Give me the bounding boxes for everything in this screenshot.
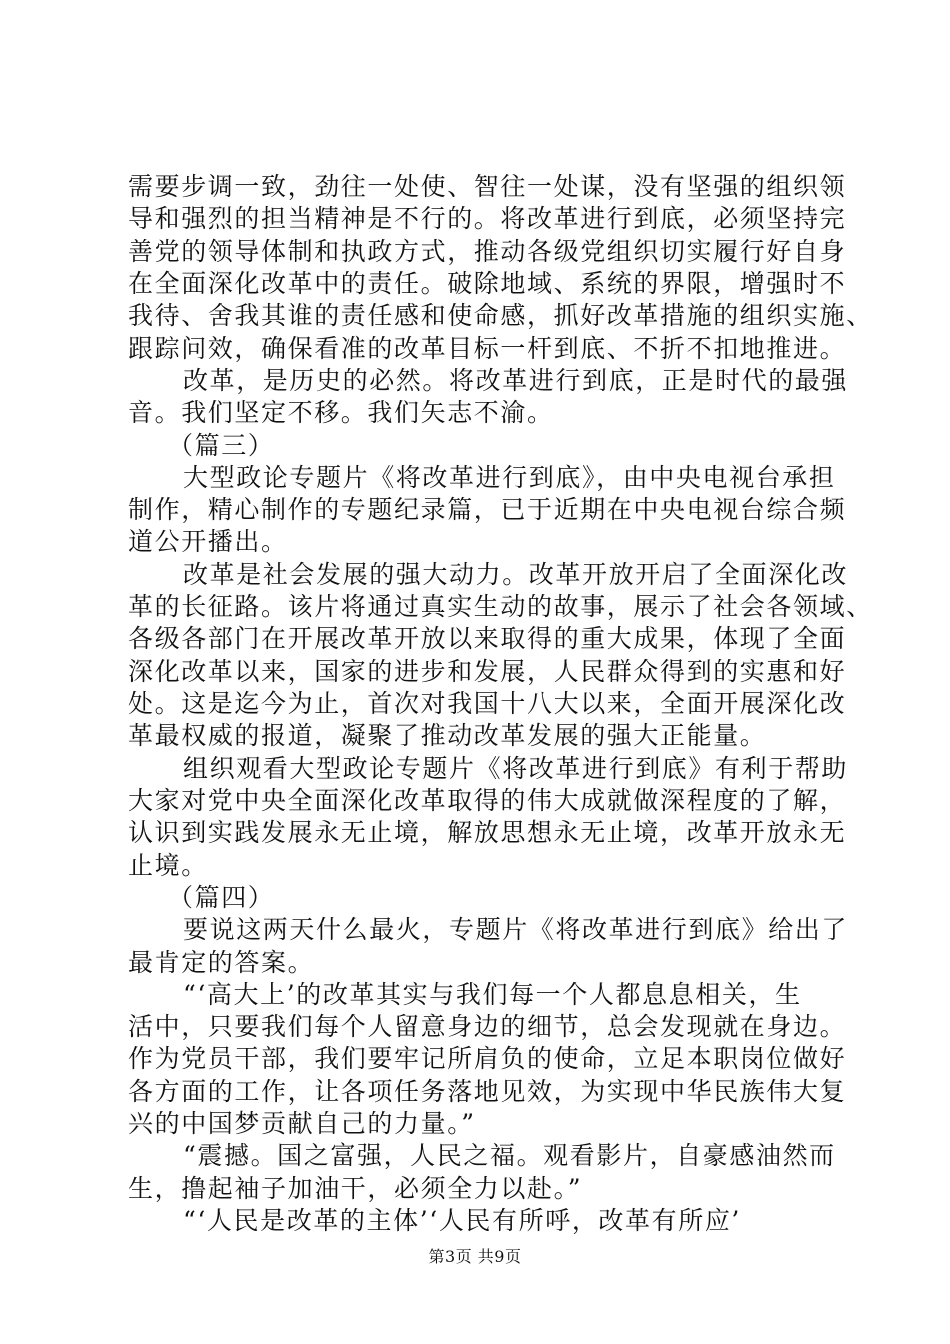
text-line: 各级各部门在开展改革开放以来取得的重大成果，体现了全面	[128, 624, 847, 654]
text-line: 止境。	[128, 850, 208, 880]
text-line: 活中，只要我们每个人留意身边的细节，总会发现就在身边。	[128, 1012, 847, 1042]
text-line: 革的长征路。该片将通过真实生动的故事，展示了社会各领域、	[128, 592, 873, 622]
text-line: 善党的领导体制和执政方式，推动各级党组织切实履行好自身	[128, 236, 847, 266]
text-line: 音。我们坚定不移。我们矢志不渝。	[128, 398, 554, 428]
text-line: 在全面深化改革中的责任。破除地域、系统的界限，增强时不	[128, 268, 847, 298]
section-heading: （篇三）	[168, 430, 275, 460]
text-line: 我待、舍我其谁的责任感和使命感，抓好改革措施的组织实施、	[128, 301, 873, 331]
text-line: 要说这两天什么最火，专题片《将改革进行到底》给出了	[183, 915, 849, 945]
text-line: 各方面的工作，让各项任务落地见效，为实现中华民族伟大复	[128, 1076, 847, 1106]
text-line: 大家对党中央全面深化改革取得的伟大成就做深程度的了解，	[128, 785, 847, 815]
text-line: 跟踪问效，确保看准的改革目标一杆到底、不折不扣地推进。	[128, 333, 847, 363]
text-line: 革最权威的报道，凝聚了推动改革发展的强大正能量。	[128, 721, 767, 751]
text-line: 制作，精心制作的专题纪录篇，已于近期在中央电视台综合频	[128, 495, 847, 525]
text-line: 最肯定的答案。	[128, 947, 315, 977]
text-line: 处。这是迄今为止，首次对我国十八大以来，全面开展深化改	[128, 689, 847, 718]
text-line: 改革，是历史的必然。将改革进行到底，正是时代的最强	[183, 365, 849, 395]
section-heading: （篇四）	[168, 882, 275, 912]
text-line: 深化改革以来，国家的进步和发展，人民群众得到的实惠和好	[128, 656, 847, 686]
text-line: 组织观看大型政论专题片《将改革进行到底》有利于帮助	[183, 753, 849, 783]
text-line: “‘高大上’的改革其实与我们每一个人都息息相关，生	[183, 979, 802, 1009]
text-line: 改革是社会发展的强大动力。改革开放开启了全面深化改	[183, 559, 849, 589]
text-line: 作为党员干部，我们要牢记所肩负的使命，立足本职岗位做好	[128, 1044, 847, 1074]
text-line: 大型政论专题片《将改革进行到底》，由中央电视台承担	[183, 462, 836, 492]
text-line: 导和强烈的担当精神是不行的。将改革进行到底，必须坚持完	[128, 204, 847, 234]
text-line: “震撼。国之富强，人民之福。观看影片，自豪感油然而	[183, 1141, 836, 1171]
text-line: “‘人民是改革的主体’‘人民有所呼，改革有所应’	[183, 1206, 741, 1235]
text-line: 需要步调一致，劲往一处使、智往一处谋，没有坚强的组织领	[128, 172, 847, 201]
page-number: 第3页 共9页	[428, 1247, 522, 1266]
text-line: 生，撸起袖子加油干，必须全力以赴。”	[128, 1173, 583, 1203]
text-line: 认识到实践发展永无止境，解放思想永无止境，改革开放永无	[128, 818, 847, 848]
text-line: 兴的中国梦贡献自己的力量。”	[128, 1109, 476, 1139]
text-line: 道公开播出。	[128, 527, 288, 557]
